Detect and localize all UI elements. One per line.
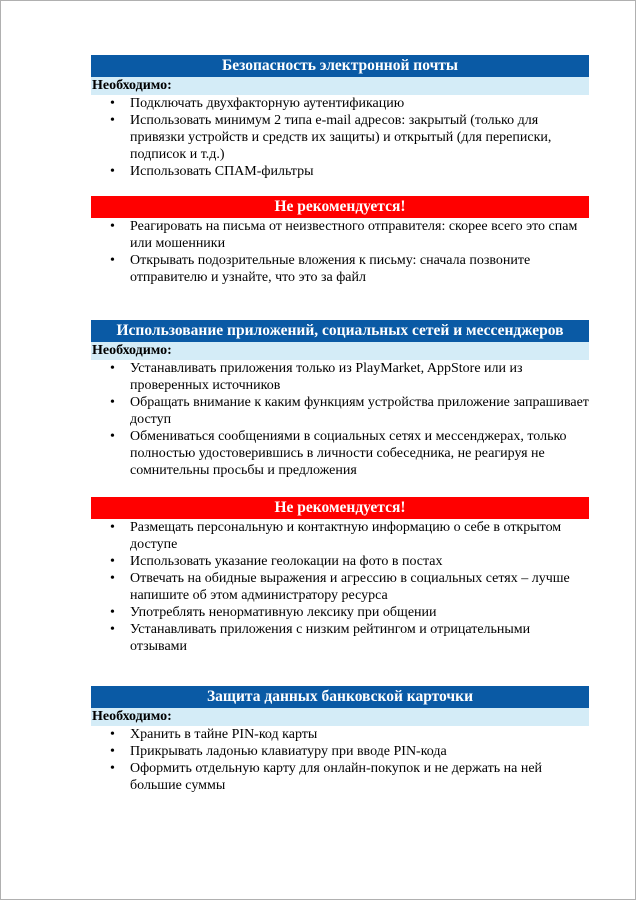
not-recommended-header: Не рекомендуется!: [91, 497, 589, 519]
section-header-email-security: Безопасность электронной почты: [91, 55, 589, 77]
list-item: • Устанавливать приложения с низким рейтингом и отрицательными отзывами: [91, 621, 589, 655]
list-item: • Использовать минимум 2 типа e-mail адресов: закрытый (только для привязки устройств и средств их защиты) и открытый (для переписки, подписок и т.д.): [91, 112, 589, 163]
list-item: • Использовать СПАМ-фильтры: [91, 163, 589, 180]
not-recommended-list: [91, 218, 589, 286]
list-item: • Открывать подозрительные вложения к письму: сначала позвоните отправителю и узнайте, что это за файл: [91, 252, 589, 286]
list-item: • Размещать персональную и контактную информацию о себе в открытом доступе: [91, 519, 589, 553]
list-item: • Устанавливать приложения только из PlayMarket, AppStore или из проверенных источников: [91, 360, 589, 394]
required-list: [91, 726, 589, 794]
list-item: • Отвечать на обидные выражения и агрессию в социальных сетях – лучше напишите об этом администратору ресурса: [91, 570, 589, 604]
section-header-bank-card: Защита данных банковской карточки: [91, 686, 589, 708]
required-list: [91, 95, 589, 180]
section-header-apps-social: Использование приложений, социальных сетей и мессенджеров: [91, 320, 589, 342]
document-content: [91, 55, 589, 794]
list-item: • Подключать двухфакторную аутентификацию: [91, 95, 589, 112]
required-label: Необходимо:: [91, 77, 589, 95]
list-item: • Использовать указание геолокации на фото в постах: [91, 553, 589, 570]
required-label: Необходимо:: [91, 342, 589, 360]
list-item: • Употреблять ненормативную лексику при общении: [91, 604, 589, 621]
required-list: [91, 360, 589, 479]
required-label: Необходимо:: [91, 708, 589, 726]
not-recommended-header: Не рекомендуется!: [91, 196, 589, 218]
list-item: • Оформить отдельную карту для онлайн-покупок и не держать на ней большие суммы: [91, 760, 589, 794]
list-item: • Реагировать на письма от неизвестного отправителя: скорее всего это спам или мошенники: [91, 218, 589, 252]
not-recommended-list: [91, 519, 589, 655]
list-item: • Обращать внимание к каким функциям устройства приложение запрашивает доступ: [91, 394, 589, 428]
list-item: • Прикрывать ладонью клавиатуру при вводе PIN-кода: [91, 743, 589, 760]
list-item: • Хранить в тайне PIN-код карты: [91, 726, 589, 743]
list-item: • Обмениваться сообщениями в социальных сетях и мессенджерах, только полностью удостоверившись в личности собеседника, не реагируя не сомнительны просьбы и предложения: [91, 428, 589, 479]
